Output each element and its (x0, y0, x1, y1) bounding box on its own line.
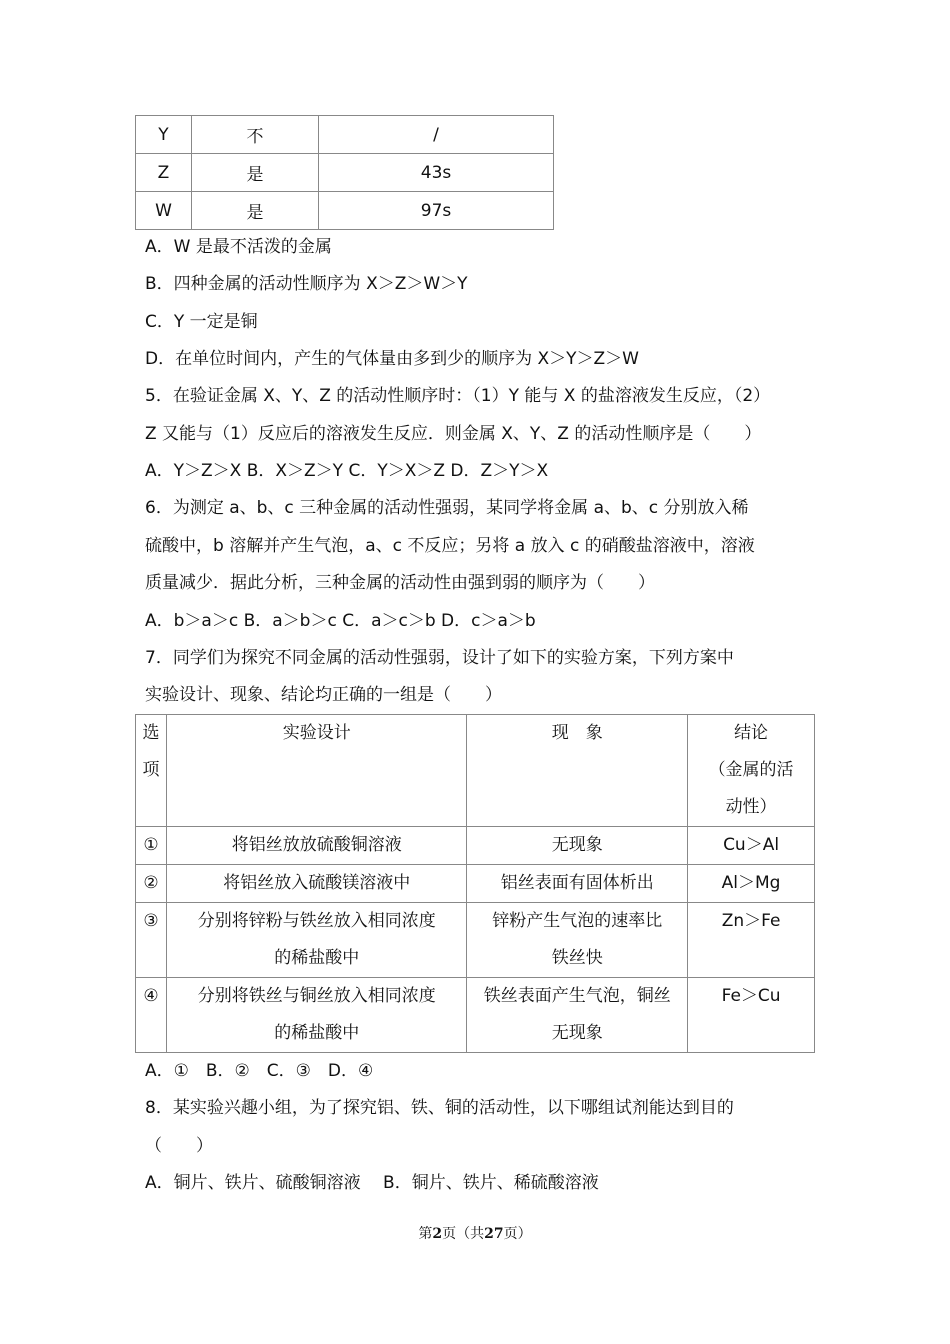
table-cell: 是 (192, 154, 319, 192)
question-text: 6．为测定 a、b、c 三种金属的活动性强弱，某同学将金属 a、b、c 分别放入稀 (145, 498, 749, 518)
table-row (136, 192, 554, 230)
phenomenon-text: 无现象 (551, 1023, 603, 1043)
header-text: 选 (142, 723, 160, 743)
option-cell: ④ (136, 978, 167, 1053)
table-cell: Z (136, 154, 192, 192)
page-number: 2 (432, 1226, 443, 1242)
design-text: 的稀盐酸中 (274, 948, 360, 968)
question-text: 8．某实验兴趣小组，为了探究铝、铁、铜的活动性，以下哪组试剂能达到目的 (145, 1098, 734, 1118)
option-cell: ③ (136, 903, 167, 978)
question-text: 7．同学们为探究不同金属的活动性强弱，设计了如下的实验方案，下列方案中 (145, 648, 734, 668)
design-cell: 将铝丝放入硫酸镁溶液中 (166, 865, 467, 903)
question-text: 5．在验证金属 X、Y、Z 的活动性顺序时：（1）Y 能与 X 的盐溶液发生反应，（2） (145, 386, 771, 406)
header-cell: 实验设计 (166, 715, 467, 827)
phenomenon-cell: 铝丝表面有固体析出 (467, 865, 688, 903)
header-text: 动性） (725, 797, 777, 817)
conclusion-cell: Cu＞Al (688, 827, 815, 865)
design-cell (166, 978, 467, 1053)
conclusion-cell: Al＞Mg (688, 865, 815, 903)
phenomenon-text: 铁丝快 (551, 948, 603, 968)
table-cell: W (136, 192, 192, 230)
header-cell: 现 象 (467, 715, 688, 827)
metal-test-table (135, 115, 554, 230)
question-text: Z 又能与（1）反应后的溶液发生反应．则金属 X、Y、Z 的活动性顺序是（ ） (145, 424, 762, 444)
options-line: A．Y＞Z＞X B．X＞Z＞Y C．Y＞X＞Z D．Z＞Y＞X (145, 461, 549, 481)
table-header-row (136, 715, 815, 827)
table-cell: 97s (319, 192, 554, 230)
table-row (136, 978, 815, 1053)
table-cell: / (319, 116, 554, 154)
conclusion-cell: Fe＞Cu (688, 978, 815, 1053)
table-row (136, 865, 815, 903)
table-cell: Y (136, 116, 192, 154)
options-line: A．① B．② C．③ D．④ (145, 1061, 374, 1081)
design-text: 分别将锌粉与铁丝放入相同浓度 (197, 911, 436, 931)
table-row (136, 154, 554, 192)
design-cell (166, 903, 467, 978)
table-row (136, 827, 815, 865)
experiment-table (135, 714, 815, 1053)
option-text: D．在单位时间内，产生的气体量由多到少的顺序为 X＞Y＞Z＞W (145, 349, 639, 369)
phenomenon-text: 锌粉产生气泡的速率比 (492, 911, 663, 931)
options-line: A．铜片、铁片、硫酸铜溶液 B．铜片、铁片、稀硫酸溶液 (145, 1173, 599, 1193)
table-row (136, 116, 554, 154)
question-text: 质量减少．据此分析，三种金属的活动性由强到弱的顺序为（ ） (145, 573, 655, 593)
header-text: 项 (142, 760, 160, 780)
question-text: 实验设计、现象、结论均正确的一组是（ ） (145, 685, 502, 705)
conclusion-cell: Zn＞Fe (688, 903, 815, 978)
phenomenon-cell (467, 978, 688, 1053)
page-footer (0, 1223, 950, 1243)
option-text: C．Y 一定是铜 (145, 312, 258, 332)
header-cell (136, 715, 167, 827)
phenomenon-cell (467, 903, 688, 978)
footer-text: 页（共 (442, 1226, 485, 1242)
table-cell: 不 (192, 116, 319, 154)
question-text: （ ） (145, 1136, 213, 1156)
option-cell: ② (136, 865, 167, 903)
page-total: 27 (484, 1226, 504, 1242)
footer-text: 第 (418, 1226, 433, 1242)
option-cell: ① (136, 827, 167, 865)
table-row (136, 903, 815, 978)
option-text: B．四种金属的活动性顺序为 X＞Z＞W＞Y (145, 274, 468, 294)
table-cell: 43s (319, 154, 554, 192)
design-text: 分别将铁丝与铜丝放入相同浓度 (197, 986, 436, 1006)
phenomenon-cell: 无现象 (467, 827, 688, 865)
footer-text: 页） (503, 1226, 532, 1242)
question-text: 硫酸中，b 溶解并产生气泡，a、c 不反应；另将 a 放入 c 的硝酸盐溶液中，溶液 (145, 536, 755, 556)
options-line: A．b＞a＞c B．a＞b＞c C．a＞c＞b D．c＞a＞b (145, 611, 536, 631)
header-text: （金属的活 (708, 760, 794, 780)
option-text: A．W 是最不活泼的金属 (145, 237, 332, 257)
header-cell (688, 715, 815, 827)
design-text: 的稀盐酸中 (274, 1023, 360, 1043)
design-cell: 将铝丝放放硫酸铜溶液 (166, 827, 467, 865)
phenomenon-text: 铁丝表面产生气泡，铜丝 (483, 986, 671, 1006)
table-cell: 是 (192, 192, 319, 230)
header-text: 结论 (734, 723, 769, 743)
